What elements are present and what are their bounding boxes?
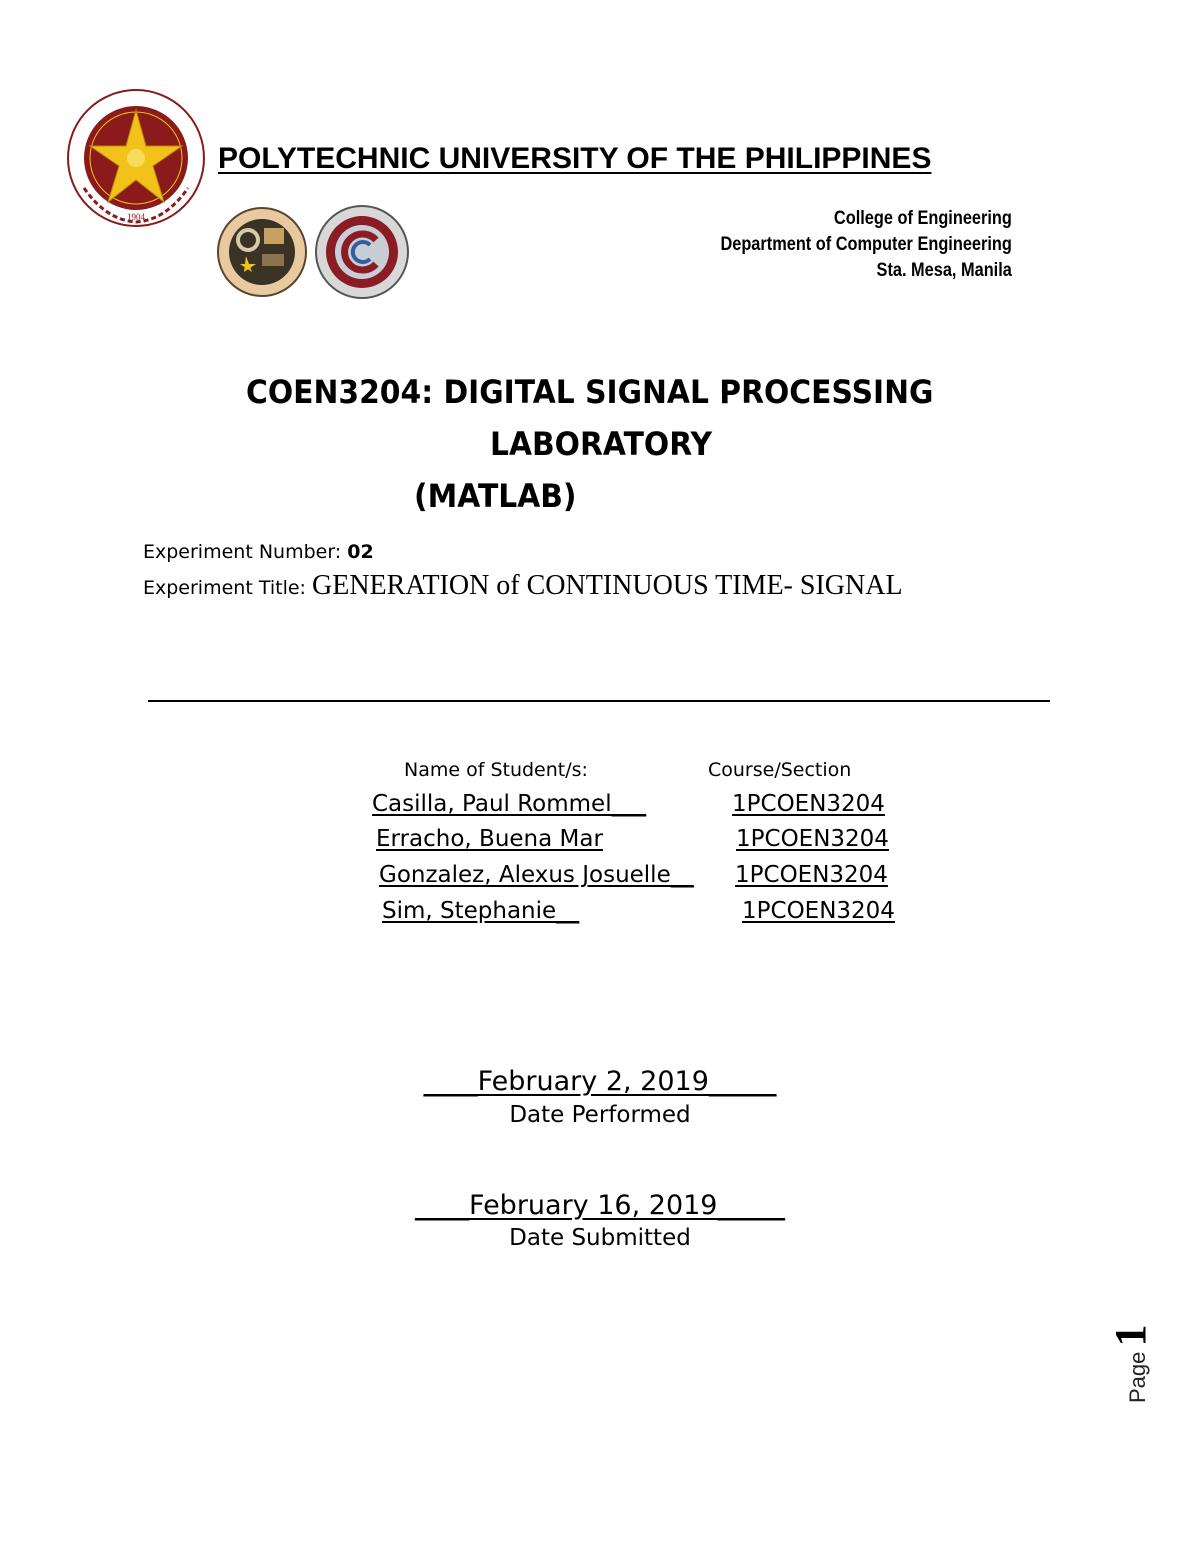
- experiment-title: GENERATION of CONTINUOUS TIME- SIGNAL: [312, 570, 903, 601]
- page-label: Page: [1125, 1351, 1150, 1403]
- department-block: [721, 206, 1012, 284]
- department-name: Department of Computer Engineering: [720, 234, 1012, 255]
- university-name: POLYTECHNIC UNIVERSITY OF THE PHILIPPINES: [218, 142, 932, 175]
- page-number-value: 1: [1106, 1324, 1155, 1347]
- course-title-line-2: LABORATORY: [490, 425, 713, 463]
- experiment-number: 02: [347, 541, 374, 563]
- university-seal-logo: [66, 88, 206, 228]
- student-course: 1PCOEN3204: [735, 862, 888, 888]
- college-engineering-seal-logo: [216, 206, 308, 298]
- date-submitted-label: Date Submitted: [509, 1225, 691, 1251]
- student-course: 1PCOEN3204: [736, 826, 889, 852]
- student-course: 1PCOEN3204: [742, 898, 895, 924]
- student-name: Gonzalez, Alexus Josuelle__: [379, 862, 694, 888]
- course-column-header: Course/Section: [708, 759, 852, 781]
- page-number: [1105, 1315, 1165, 1405]
- computer-engineering-seal-logo: [314, 204, 410, 300]
- experiment-number-row: [143, 541, 374, 563]
- student-name: Erracho, Buena Mar: [376, 826, 603, 852]
- experiment-title-label: Experiment Title:: [143, 577, 306, 599]
- date-submitted: ____February 16, 2019_____: [415, 1190, 785, 1221]
- course-title-line-1: COEN3204: DIGITAL SIGNAL PROCESSING: [246, 373, 934, 411]
- date-performed-label: Date Performed: [509, 1102, 691, 1128]
- college-name: College of Engineering: [834, 208, 1012, 229]
- date-performed: ____February 2, 2019_____: [423, 1066, 777, 1097]
- experiment-title-row: [143, 570, 903, 602]
- student-course: 1PCOEN3204: [732, 791, 885, 817]
- seal-year: 1904: [127, 212, 145, 222]
- course-title-line-3: (MATLAB): [414, 477, 577, 515]
- campus-location: Sta. Mesa, Manila: [876, 260, 1012, 281]
- student-name: Sim, Stephanie__: [382, 898, 580, 924]
- horizontal-rule: [148, 700, 1050, 702]
- experiment-number-label: Experiment Number:: [143, 541, 342, 563]
- name-column-header: Name of Student/s:: [404, 759, 588, 781]
- student-name: Casilla, Paul Rommel___: [372, 791, 647, 817]
